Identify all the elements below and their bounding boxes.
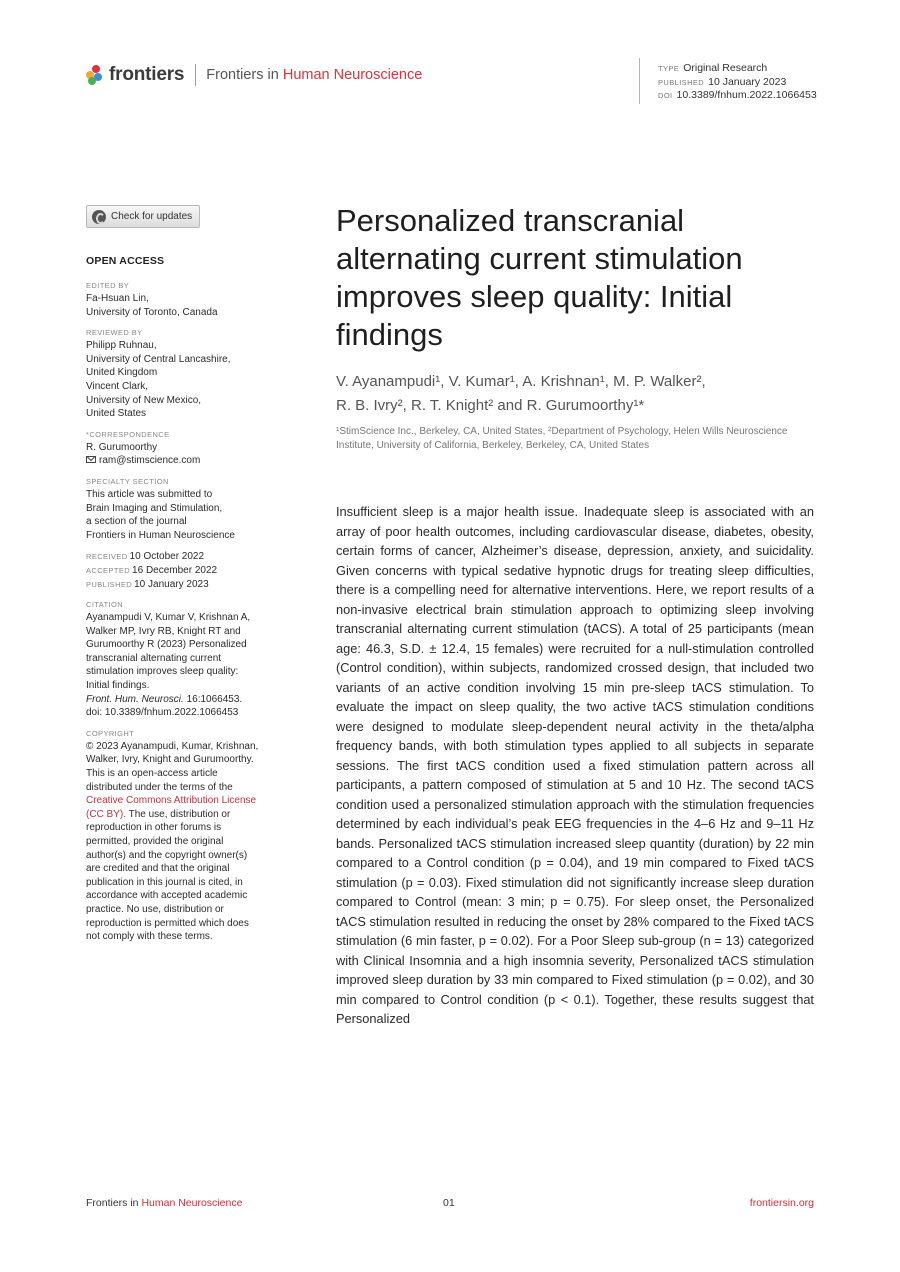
reviewer-line: United States bbox=[86, 408, 147, 420]
accepted-date: ACCEPTED 16 December 2022 bbox=[86, 564, 218, 576]
logo-wordmark: frontiers bbox=[109, 64, 185, 85]
copyright-line: reproduction in other forums is bbox=[86, 822, 222, 834]
citation-line: Gurumoorthy R (2023) Personalized bbox=[86, 639, 247, 651]
reviewer-line: University of New Mexico, bbox=[86, 394, 202, 406]
frontiers-logo-icon bbox=[86, 65, 104, 85]
sidebar bbox=[86, 255, 276, 952]
copyright-line: author(s) and the copyright owner(s) bbox=[86, 849, 248, 861]
copyright-line: This is an open-access article bbox=[86, 768, 218, 780]
copyright-section bbox=[86, 728, 276, 944]
citation-section bbox=[86, 599, 276, 720]
journal-name bbox=[206, 67, 422, 83]
check-for-updates-label: Check for updates bbox=[111, 211, 193, 222]
section-heading: CITATION bbox=[86, 600, 124, 610]
reviewer-line: University of Central Lancashire, bbox=[86, 353, 231, 365]
copyright-line: (CC BY). The use, distribution or bbox=[86, 808, 231, 820]
copyright-line: Walker, Ivry, Knight and Gurumoorthy. bbox=[86, 754, 254, 766]
license-link[interactable]: (CC BY). bbox=[86, 808, 126, 820]
reviewed-by-section bbox=[86, 327, 276, 421]
copyright-line: not comply with these terms. bbox=[86, 931, 213, 943]
meta-doi[interactable]: DOI 10.3389/fnhum.2022.1066453 bbox=[658, 89, 817, 101]
citation-line: stimulation improves sleep quality: bbox=[86, 666, 239, 678]
author-list bbox=[336, 370, 816, 417]
author-line: R. B. Ivry², R. T. Knight² and R. Gurumoorthy¹* bbox=[336, 396, 645, 414]
specialty-line: Brain Imaging and Stimulation, bbox=[86, 502, 223, 514]
citation-journal-line: Front. Hum. Neurosci. 16:1066453. bbox=[86, 693, 243, 705]
correspondent-email[interactable]: ram@stimscience.com bbox=[99, 455, 201, 467]
published-date: PUBLISHED 10 January 2023 bbox=[86, 578, 209, 590]
specialty-line: This article was submitted to bbox=[86, 488, 213, 500]
check-for-updates-button[interactable] bbox=[86, 205, 200, 228]
section-heading: SPECIALTY SECTION bbox=[86, 476, 169, 486]
correspondent-email-row[interactable] bbox=[86, 454, 276, 468]
citation-line: Walker MP, Ivry RB, Knight RT and bbox=[86, 625, 241, 637]
citation-doi[interactable]: doi: 10.3389/fnhum.2022.1066453 bbox=[86, 707, 239, 719]
logo-divider bbox=[195, 64, 196, 86]
meta-published: PUBLISHED 10 January 2023 bbox=[658, 75, 787, 88]
page-footer bbox=[86, 1197, 814, 1211]
section-heading: *CORRESPONDENCE bbox=[86, 429, 170, 439]
specialty-line: a section of the journal bbox=[86, 516, 187, 528]
copyright-line: publication in this journal is cited, in bbox=[86, 876, 243, 888]
author-line: V. Ayanampudi¹, V. Kumar¹, A. Krishnan¹, M. P. Walker², bbox=[336, 373, 706, 390]
copyright-line: © 2023 Ayanampudi, Kumar, Krishnan, bbox=[86, 740, 259, 752]
refresh-icon bbox=[92, 210, 106, 224]
correspondent-name: R. Gurumoorthy bbox=[86, 441, 158, 453]
citation-line: transcranial alternating current bbox=[86, 652, 222, 664]
mail-icon bbox=[86, 456, 96, 463]
reviewer-line: Philipp Ruhnau, bbox=[86, 340, 157, 352]
citation-line: Ayanampudi V, Kumar V, Krishnan A, bbox=[86, 612, 251, 624]
abstract: Insufficient sleep is a major health issue. Inadequate sleep is associated with an array of poor health outcomes, including cardiovascular disease, diabetes, obesity, certain forms of cancer, Alzheimer’s disease, depression, anxiety, and suicidality. Given concerns with typical sedative hypnotic drugs for treating sleep difficulties, there is a compelling need for alternative interventions. Here, we report results of a non-invasive electrical brain stimulation approach to optimizing sleep involving transcranial alternating current stimulation (tACS). A total of 25 participants (mean age: 46.3, S.D. ± 12.4, 15 females) were recruited for a null-stimulation controlled (Control condition), within subjects, randomized crossed design, that included two variants of an active condition involving 15 min pre-sleep tACS stimulation. To evaluate the impact on sleep quality, the two active tACS stimulation conditions were designed to modulate sleep-dependent neural activity in the theta/alpha frequency bands, with both stimulation types applied to all subjects in separate sessions. The first tACS condition used a fixed stimulation pattern across all participants, a pattern composed of stimulation at 5 and 10 Hz. The second tACS condition used a personalized stimulation approach with the stimulation frequencies determined by each individual’s peak EEG frequencies in the 4–6 Hz and 9–11 Hz bands. Personalized tACS stimulation increased sleep quantity (duration) by 22 min compared to a Control condition (p = 0.04), and 19 min compared to Fixed tACS stimulation (p = 0.03). Fixed stimulation did not significantly increase sleep duration compared to Control (mean: 3 min; p = 0.75). For sleep onset, the Personalized tACS stimulation resulted in reducing the onset by 28% compared to the Fixed tACS stimulation (6 min faster, p = 0.02). For a Poor Sleep sub-group (n = 13) categorized with Clinical Insomnia and a high insomnia severity, Personalized tACS stimulation improved sleep duration by 33 min compared to Fixed stimulation (p = 0.02), and 30 min compared to Control condition (p < 0.1). Together, these results suggest that Personalized bbox=[336, 504, 814, 1026]
editor-line: University of Toronto, Canada bbox=[86, 306, 218, 318]
journal-title: Human Neuroscience bbox=[282, 67, 423, 83]
section-heading: REVIEWED BY bbox=[86, 328, 143, 338]
received-date: RECEIVED 10 October 2022 bbox=[86, 551, 205, 563]
page-number: 01 bbox=[443, 1197, 455, 1209]
copyright-line: are credited and that the original bbox=[86, 863, 230, 875]
section-heading: EDITED BY bbox=[86, 281, 130, 290]
dates-section bbox=[86, 550, 276, 591]
license-link[interactable]: Creative Commons Attribution License bbox=[86, 795, 257, 807]
citation-line: Initial findings. bbox=[86, 680, 150, 692]
copyright-line: accordance with accepted academic bbox=[86, 890, 248, 902]
footer-site-link[interactable]: frontiersin.org bbox=[749, 1197, 814, 1209]
editor-line: Fa-Hsuan Lin, bbox=[86, 293, 149, 304]
reviewer-line: Vincent Clark, bbox=[86, 380, 149, 392]
article-title: Personalized transcranial alternating current stimulation improves sleep quality: Initial findings bbox=[336, 203, 743, 352]
copyright-line: reproduction is permitted which does bbox=[86, 917, 249, 929]
copyright-line: practice. No use, distribution or bbox=[86, 903, 224, 915]
reviewer-line: United Kingdom bbox=[86, 367, 158, 379]
section-heading: COPYRIGHT bbox=[86, 728, 135, 738]
copyright-line: distributed under the terms of the bbox=[86, 781, 233, 793]
affiliations: ¹StimScience Inc., Berkeley, CA, United States, ²Department of Psychology, Helen Wills Neuroscience Institute, University of California, Berkeley, Berkeley, CA, United States bbox=[336, 426, 788, 451]
meta-type: TYPE Original Research bbox=[658, 62, 768, 74]
edited-by-section bbox=[86, 280, 276, 319]
specialty-section bbox=[86, 476, 276, 542]
copyright-line: permitted, provided the original bbox=[86, 836, 224, 847]
frontiers-logo[interactable] bbox=[86, 63, 422, 87]
article-meta bbox=[639, 58, 817, 104]
correspondence-section bbox=[86, 429, 276, 468]
open-access-label: OPEN ACCESS bbox=[86, 255, 165, 267]
footer-journal: Frontiers in Human Neuroscience bbox=[86, 1197, 243, 1209]
specialty-line: Frontiers in Human Neuroscience bbox=[86, 529, 235, 541]
journal-prefix: Frontiers in bbox=[206, 67, 279, 83]
